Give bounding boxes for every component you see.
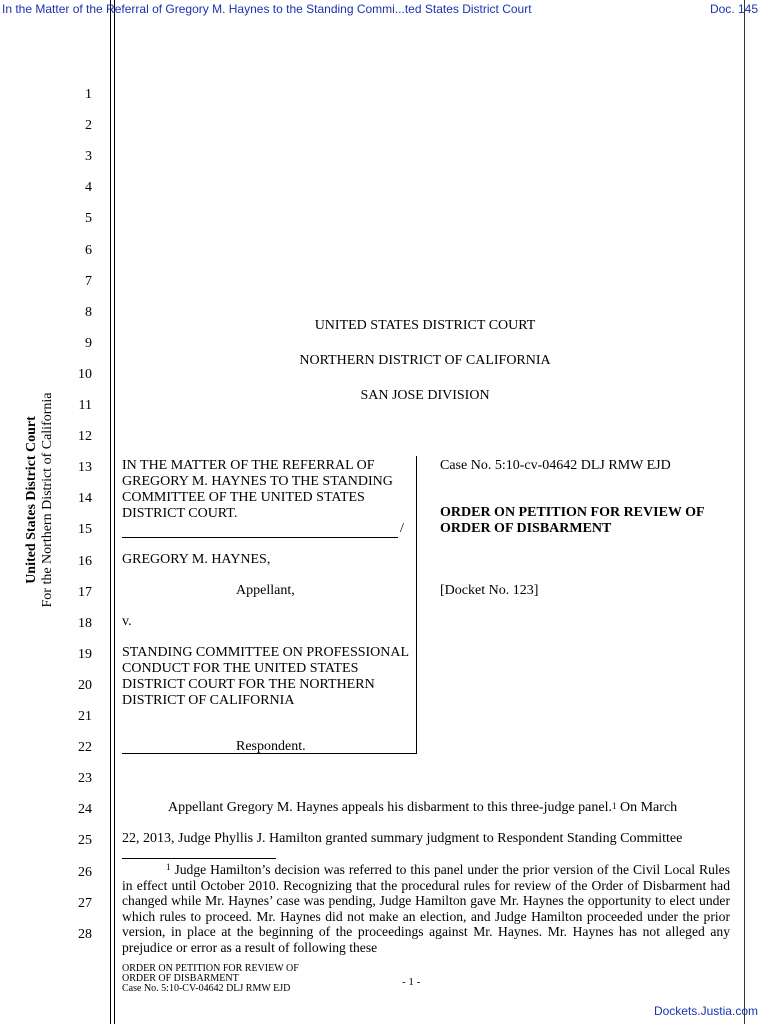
document-title-link[interactable]: In the Matter of the Referral of Gregory M. Haynes to the Standing Commi...ted States District Court bbox=[2, 2, 532, 16]
line-number: 13 bbox=[78, 460, 92, 476]
caption-matter: IN THE MATTER OF THE REFERRAL OF GREGORY M. HAYNES TO THE STANDING COMMITTEE OF THE UNITED STATES DISTRICT COURT. bbox=[122, 458, 393, 521]
court-division: SAN JOSE DIVISION bbox=[360, 388, 490, 403]
footnote bbox=[122, 862, 730, 955]
line-number: 5 bbox=[85, 211, 92, 227]
line-number: 9 bbox=[85, 335, 92, 351]
line-number: 27 bbox=[78, 895, 92, 911]
footer-line-1: ORDER ON PETITION FOR REVIEW OF bbox=[122, 963, 299, 974]
line-number: 2 bbox=[85, 118, 92, 134]
caption-slash: / bbox=[400, 521, 404, 536]
footnote-marker: 1 bbox=[166, 862, 171, 872]
line-number: 18 bbox=[78, 615, 92, 631]
line-number: 15 bbox=[78, 522, 92, 538]
line-number: 17 bbox=[78, 584, 92, 600]
docket-number: [Docket No. 123] bbox=[440, 583, 539, 598]
left-margin-rule-inner bbox=[114, 0, 115, 1024]
line-number: 26 bbox=[78, 864, 92, 880]
body-paragraph-line-1 bbox=[168, 800, 677, 816]
body-line-1-end: On March bbox=[620, 800, 678, 815]
caption-respondent: STANDING COMMITTEE ON PROFESSIONAL CONDUCT FOR THE UNITED STATES DISTRICT COURT FOR THE NORTHERN DISTRICT OF CALIFORNIA bbox=[122, 645, 409, 708]
sidebar-district: For the Northern District of California bbox=[40, 392, 55, 608]
right-margin-rule bbox=[744, 0, 745, 1024]
court-district: NORTHERN DISTRICT OF CALIFORNIA bbox=[299, 353, 551, 368]
line-number: 22 bbox=[78, 740, 92, 756]
line-number: 24 bbox=[78, 802, 92, 818]
body-paragraph-line-2: 22, 2013, Judge Phyllis J. Hamilton granted summary judgment to Respondent Standing Committee bbox=[122, 831, 683, 846]
line-number: 6 bbox=[85, 242, 92, 258]
sidebar-court-name: United States District Court bbox=[24, 416, 39, 584]
line-number: 21 bbox=[78, 709, 92, 724]
caption-party-role: Appellant, bbox=[236, 583, 295, 598]
line-number: 10 bbox=[78, 366, 92, 382]
line-number: 3 bbox=[85, 149, 92, 165]
line-number: 28 bbox=[78, 926, 92, 942]
footnote-separator bbox=[122, 858, 276, 859]
page-footer-caption bbox=[122, 964, 299, 994]
line-number: 1 bbox=[85, 87, 92, 102]
order-title: ORDER ON PETITION FOR REVIEW OF ORDER OF DISBARMENT bbox=[440, 505, 705, 536]
source-link[interactable]: Dockets.Justia.com bbox=[653, 1004, 758, 1018]
footer-line-3: Case No. 5:10-CV-04642 DLJ RMW EJD bbox=[122, 983, 291, 994]
page-number: - 1 - bbox=[402, 976, 421, 988]
caption-versus: v. bbox=[122, 614, 132, 629]
caption-party: GREGORY M. HAYNES, bbox=[122, 552, 271, 567]
body-line-1-text: Appellant Gregory M. Haynes appeals his disbarment to this three-judge panel. bbox=[168, 800, 612, 815]
line-number: 16 bbox=[78, 553, 92, 569]
line-number: 25 bbox=[78, 833, 92, 849]
line-number: 23 bbox=[78, 771, 92, 787]
line-number: 12 bbox=[78, 429, 92, 445]
footnote-text: Judge Hamilton’s decision was referred to this panel under the prior version of the Civil Local Rules in effect until October 2010. Recognizing that the procedural rules for review of the Order of Disbarment had changed while Mr. Haynes’ case was pending, Judge Hamilton gave Mr. Haynes the opportunity to elect under which rules to proceed. Mr. Haynes did not make an election, and Judge Hamilton proceeded under the prior version, in place at the beginning of the proceedings against Mr. Haynes. Mr. Haynes has not alleged any prejudice or error as a result of following these bbox=[122, 862, 731, 955]
court-name: UNITED STATES DISTRICT COURT bbox=[314, 318, 536, 333]
line-number: 4 bbox=[85, 180, 92, 196]
caption-divider bbox=[122, 537, 398, 538]
line-number: 11 bbox=[78, 398, 92, 413]
caption-respondent-role: Respondent. bbox=[236, 739, 306, 754]
footer-line-2: ORDER OF DISBARMENT bbox=[122, 973, 239, 984]
line-number: 19 bbox=[78, 646, 92, 662]
document-number-link[interactable]: Doc. 145 bbox=[709, 2, 758, 16]
footnote-reference[interactable]: 1 bbox=[612, 801, 617, 811]
line-number: 14 bbox=[78, 491, 92, 507]
left-margin-rule bbox=[110, 0, 111, 1024]
case-number: Case No. 5:10-cv-04642 DLJ RMW EJD bbox=[440, 458, 671, 473]
line-number: 7 bbox=[85, 273, 92, 289]
line-number: 20 bbox=[78, 677, 92, 693]
line-number: 8 bbox=[85, 304, 92, 320]
